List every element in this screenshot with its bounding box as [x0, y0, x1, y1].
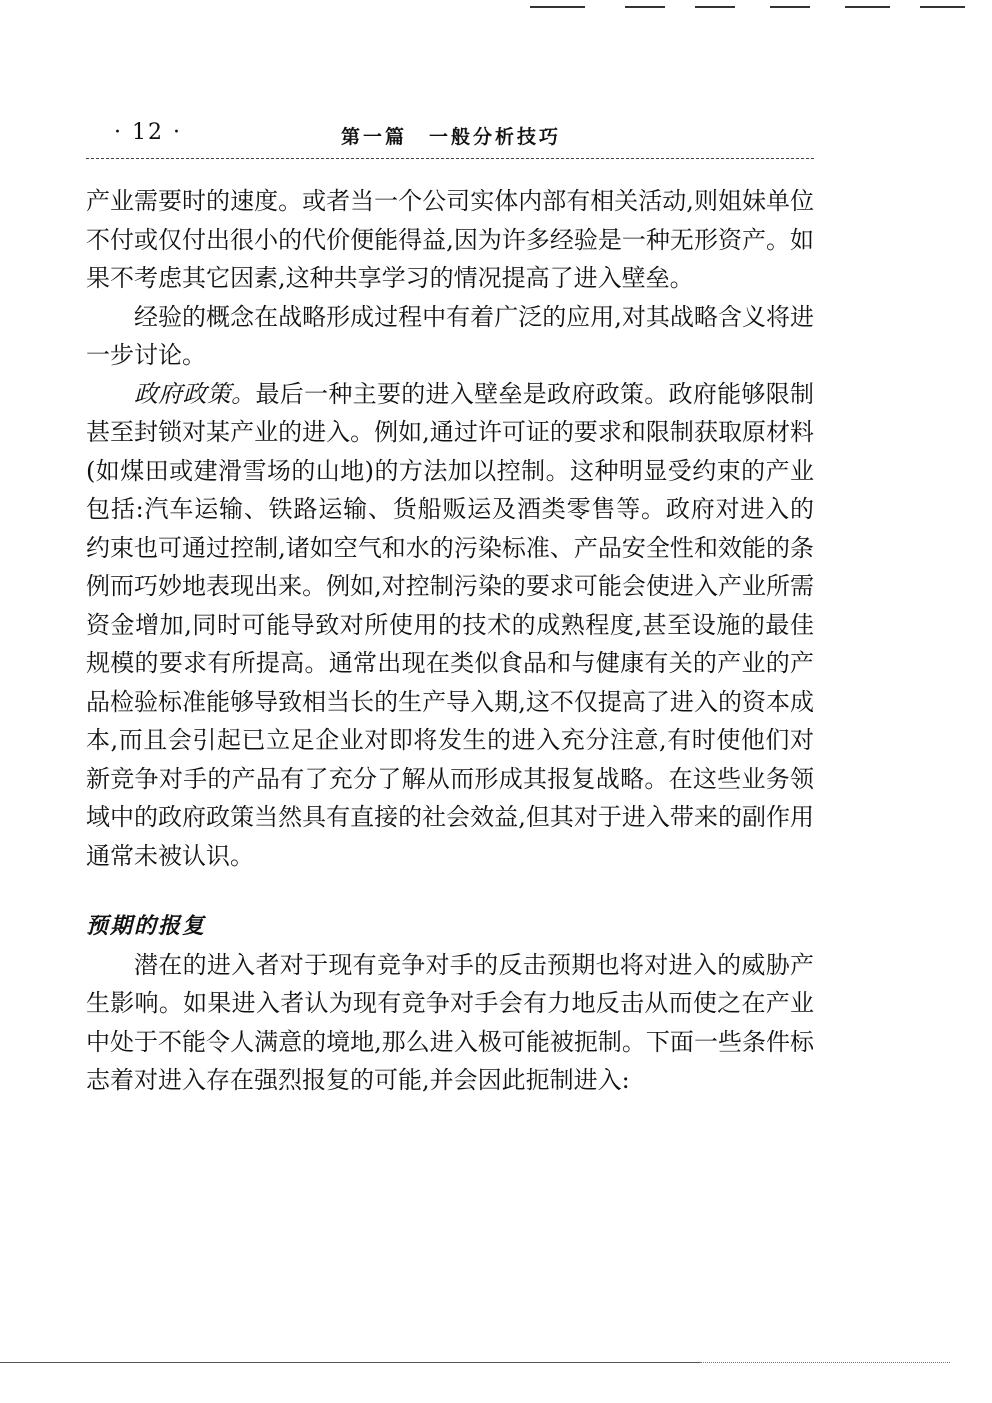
paragraph-retaliation: [86, 946, 814, 1100]
page-header: [86, 120, 814, 156]
header-divider: [86, 158, 814, 159]
paragraph-text: 最后一种主要的进入壁垒是政府政策。政府能够限制甚至封锁对某产业的进入。例如,通过许可证的要求和限制获取原材料(如煤田或建滑雪场的山地)的方法加以控制。这种明显受约束的产业包括:汽车运输、铁路运输、货船贩运及酒类零售等。政府对进入的约束也可通过控制,诸如空气和水的污染标准、产品安全性和效能的条例而巧妙地表现出来。例如,对控制污染的要求可能会使进入产业所需资金增加,同时可能导致对所使用的技术的成熟程度,甚至设施的最佳规模的要求有所提高。通常出现在类似食品和与健康有关的产业的产品检验标准能够导致相当长的生产导入期,这不仅提高了进入的资本成本,而且会引起已立足企业对即将发生的进入充分注意,有时使他们对新竞争对手的产品有了充分了解从而形成其报复战略。在这些业务领域中的政府政策当然具有直接的社会效益,但其对于进入带来的副作用通常未被认识。: [86, 379, 815, 870]
paragraph-experience: [86, 298, 814, 375]
paragraph-government-policy: [86, 375, 814, 876]
footer-rule-dotted: [700, 1362, 950, 1363]
paragraph-continued: [86, 182, 814, 298]
paragraph-text: 潜在的进入者对于现有竞争对手的反击预期也将对进入的威胁产生影响。如果进入者认为现有竞争对手会有力地反击从而使之在产业中处于不能令人满意的境地,那么进入极可能被扼制。下面一些条件标志着对进入存在强烈报复的可能,并会因此扼制进入:: [86, 950, 814, 1094]
footer-rule: [0, 1362, 700, 1363]
page-number: · 12 ·: [114, 120, 182, 145]
section-heading: 预期的报复: [86, 913, 207, 939]
scan-artifact-marks: [520, 6, 992, 10]
paragraph-text: 产业需要时的速度。或者当一个公司实体内部有相关活动,则姐妹单位不付或仅付出很小的代价便能得益,因为许多经验是一种无形资产。如果不考虑其它因素,这种共享学习的情况提高了进入壁垒。: [86, 187, 814, 292]
running-title: 第一篇 一般分析技巧: [341, 126, 562, 148]
page-body: [86, 182, 814, 1100]
paragraph-lead-term: 政府政策。: [134, 379, 256, 408]
paragraph-text: 经验的概念在战略形成过程中有着广泛的应用,对其战略含义将进一步讨论。: [86, 302, 814, 369]
